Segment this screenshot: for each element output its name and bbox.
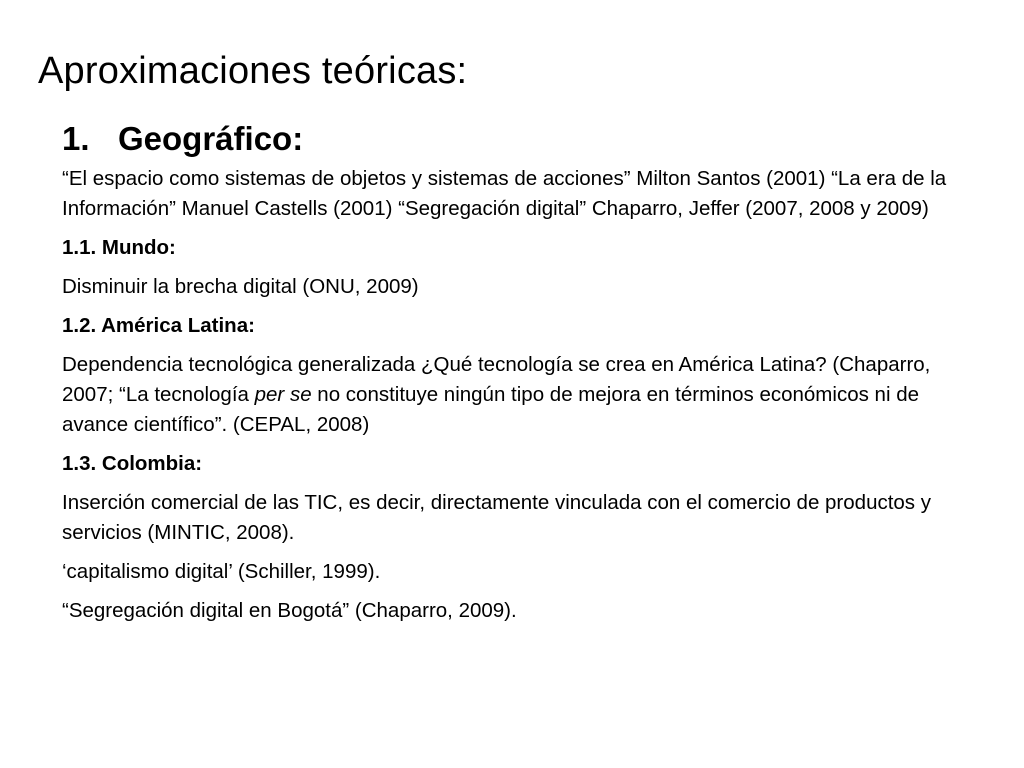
- per-se-italic: per se: [254, 383, 312, 406]
- america-latina-text: [62, 350, 982, 440]
- slide-content: [62, 120, 982, 635]
- colombia-line-1: Inserción comercial de las TIC, es decir, directamente vinculada con el comercio de productos y servicios (MINTIC, 2008).: [62, 491, 932, 544]
- section-label: Geográfico:: [118, 120, 304, 157]
- america-latina-text-end: no constituye ningún tipo de mejora en términos económicos ni de avance científico”. (CEPAL, 2008): [62, 383, 919, 436]
- intro-paragraph: “El espacio como sistemas de objetos y sistemas de acciones” Milton Santos (2001) “La era de la Información” Manuel Castells (2001) “Segregación digital” Chaparro, Jeffer (2007, 2008 y 2009): [62, 167, 947, 220]
- colombia-line-3: “Segregación digital en Bogotá” (Chaparro, 2009).: [62, 599, 517, 622]
- section-heading: [62, 120, 982, 158]
- slide-title: Aproximaciones teóricas:: [38, 50, 468, 92]
- mundo-text: Disminuir la brecha digital (ONU, 2009): [62, 275, 419, 298]
- colombia-line-2: ‘capitalismo digital’ (Schiller, 1999).: [62, 560, 381, 583]
- subheading-colombia: 1.3. Colombia:: [62, 452, 203, 475]
- section-number: 1.: [62, 120, 90, 157]
- subheading-america-latina: 1.2. América Latina:: [62, 314, 255, 337]
- america-latina-text-start: Dependencia tecnológica generalizada ¿Qué tecnología se crea en América Latina? (Chaparro, 2007; “La tecnología: [62, 353, 931, 406]
- subheading-mundo: 1.1. Mundo:: [62, 236, 176, 259]
